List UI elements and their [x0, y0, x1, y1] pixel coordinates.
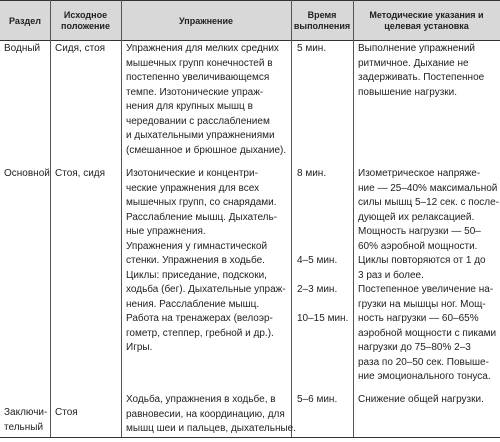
- header-divider: [0, 40, 500, 41]
- text-line: Мощность нагрузки — 50–: [358, 226, 481, 237]
- text-line: Изометрическое напряже-: [358, 168, 481, 179]
- text-line: ритмичное. Дыхание не: [358, 57, 469, 69]
- row-1-section: [4, 42, 49, 57]
- header-position: Исходное положение: [61, 10, 110, 31]
- column-divider: [50, 0, 51, 437]
- text-line: [297, 298, 351, 313]
- text-line: мышц шеи и пальцев, дыхательные.: [126, 423, 297, 434]
- text-line: [297, 196, 351, 211]
- text-line: постепенно увеличивающемся: [126, 72, 270, 83]
- text-line: [297, 211, 351, 226]
- text-line: Циклы повторяются от 1 до: [358, 255, 486, 266]
- header-guidelines: Методические указания и целевая установка: [369, 10, 484, 31]
- text-line: ние эмоционального тонуса.: [358, 371, 491, 382]
- column-divider: [121, 0, 122, 437]
- row-3-duration: [297, 393, 351, 408]
- column-divider: [353, 0, 354, 437]
- text-line: Ходьба, упражнения в ходьбе, в: [126, 394, 276, 405]
- row-2-exercise: [126, 167, 289, 356]
- text-line: [297, 182, 351, 197]
- row-1-position: [55, 42, 119, 57]
- text-line: Стоя, сидя: [55, 168, 106, 179]
- text-line: нения для крупных мышц в: [126, 101, 253, 112]
- text-line: Основной: [4, 168, 50, 179]
- text-line: задерживать. Постепенное: [358, 72, 485, 83]
- row-2-position: [55, 167, 119, 182]
- text-line: Изотонические и концентри-: [126, 168, 258, 179]
- text-line: 3 раз и более.: [358, 269, 424, 281]
- text-line: Выполнение упражнений: [358, 43, 475, 54]
- text-line: Игры.: [126, 342, 153, 353]
- header-duration: Время выполнения: [293, 10, 351, 31]
- text-line: Упражнения для мелких средних: [126, 43, 279, 54]
- text-line: и дыхательными упражнениями: [126, 130, 275, 141]
- text-line: Постепенное увеличение на-: [358, 284, 494, 295]
- text-line: стенки. Упражнения в ходьбе.: [126, 255, 265, 266]
- text-line: 2–3 мин.: [297, 284, 338, 295]
- table-header: [0, 0, 500, 41]
- text-line: ность нагрузки — 60–65%: [358, 313, 479, 324]
- text-line: раза по 20–50 сек. Повыше-: [358, 356, 489, 368]
- text-line: нагрузки до 75–80% 2–3: [358, 342, 471, 353]
- text-line: нения. Расслабление мышц.: [126, 298, 260, 310]
- text-line: [297, 269, 351, 284]
- row-2-section: [4, 167, 49, 182]
- text-line: Сидя, стоя: [55, 43, 106, 54]
- row-1-duration: [297, 42, 351, 57]
- text-line: 5–6 мин.: [297, 394, 338, 405]
- text-line: Работа на тренажерах (велоэр-: [126, 313, 273, 324]
- table-bottom-border: [0, 437, 500, 438]
- text-line: гометр, степпер, гребной и др.).: [126, 327, 274, 339]
- text-line: Расслабление мышц. Дыхатель-: [126, 211, 278, 223]
- text-line: грузки на мышцы ног. Мощ-: [358, 298, 486, 310]
- row-2-duration: [297, 167, 351, 327]
- text-line: [297, 225, 351, 240]
- text-line: тельный: [4, 421, 44, 433]
- column-divider: [291, 0, 292, 437]
- header-section: Раздел: [9, 15, 41, 26]
- text-line: ные упражнения.: [126, 226, 206, 237]
- row-1-exercise: [126, 42, 289, 158]
- text-line: равновесии, на координацию, для: [126, 408, 285, 420]
- row-3-exercise: [126, 393, 297, 437]
- row-1-guidelines: [358, 42, 498, 100]
- row-3-position: [55, 406, 119, 421]
- text-line: [297, 240, 351, 255]
- text-line: ние — 25–40% максимальной: [358, 182, 498, 194]
- text-line: повышение нагрузки.: [358, 86, 458, 98]
- row-3-section: [4, 406, 49, 435]
- text-line: силы мышц 5–12 сек. с после-: [358, 197, 499, 208]
- text-line: темпе. Изотонические упраж-: [126, 86, 264, 98]
- text-line: ческие упражнения для всех: [126, 182, 260, 194]
- text-line: Стоя: [55, 407, 78, 418]
- text-line: дующей их релаксацией.: [358, 211, 475, 223]
- text-line: 10–15 мин.: [297, 313, 349, 324]
- text-line: мышечных групп, со снарядами.: [126, 197, 277, 208]
- text-line: Упражнения у гимнастической: [126, 240, 268, 252]
- text-line: Циклы: приседание, подскоки,: [126, 269, 267, 281]
- row-3-guidelines: [358, 393, 498, 408]
- text-line: Снижение общей нагрузки.: [358, 394, 484, 405]
- text-line: 4–5 мин.: [297, 255, 338, 266]
- text-line: мышечных групп конечностей в: [126, 57, 273, 69]
- text-line: аэробной мощности с пиками: [358, 327, 497, 339]
- text-line: Водный: [4, 43, 41, 54]
- text-line: 5 мин.: [297, 43, 327, 54]
- text-line: (смешанное и брюшное дыхание).: [126, 144, 287, 156]
- text-line: Заключи-: [4, 407, 48, 418]
- text-line: 8 мин.: [297, 168, 327, 179]
- row-2-guidelines: [358, 167, 498, 385]
- text-line: чередовании с расслаблением: [126, 115, 270, 127]
- text-line: ходьба (бег). Дыхательные упраж-: [126, 284, 286, 295]
- text-line: 60% аэробной мощности.: [358, 240, 478, 252]
- header-exercise: Упражнение: [179, 15, 233, 26]
